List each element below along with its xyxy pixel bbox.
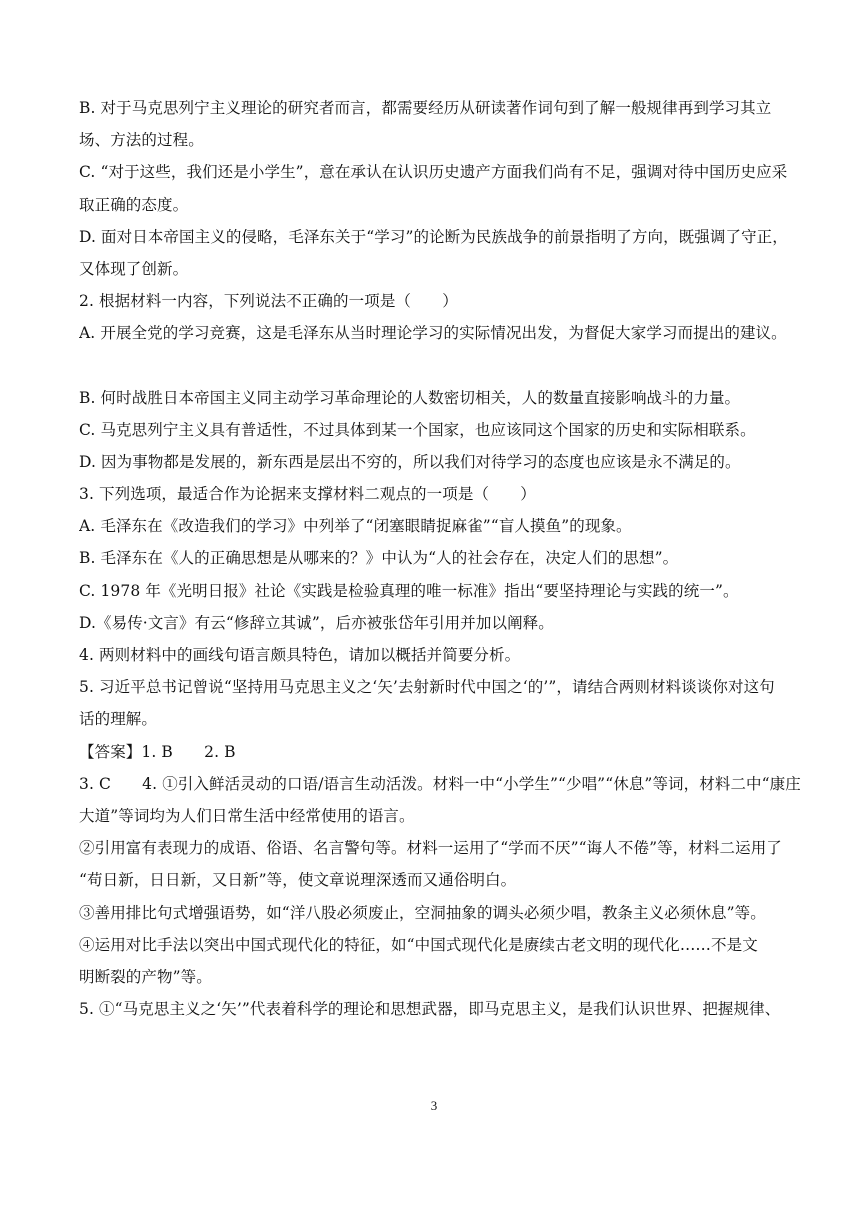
question-5-line-1: 5. 习近平总书记曾说“坚持用马克思主义之‘矢’去射新时代中国之‘的’”，请结合两则材料谈谈你对这句 <box>79 678 775 697</box>
page-number: 3 <box>430 1098 438 1113</box>
answer-4-line-1: 3. C 4. ①引入鲜活灵动的口语/语言生动活泼。材料一中“小学生”“少唱”“休息”等词，材料二中“康庄 <box>79 774 801 793</box>
option-c-line-2: 取正确的态度。 <box>79 195 189 214</box>
question-3-option-d: D.《易传·文言》有云“修辞立其诚”，后亦被张岱年引用并加以阐释。 <box>79 613 554 632</box>
option-b-line-2: 场、方法的过程。 <box>79 131 204 150</box>
answer-4-point-2-line-1: ②引用富有表现力的成语、俗语、名言警句等。材料一运用了“学而不厌”“诲人不倦”等，材料二运用了 <box>79 839 782 858</box>
option-b-line-1: B. 对于马克思列宁主义理论的研究者而言，都需要经历从研读著作词句到了解一般规律再到学习其立 <box>79 99 772 117</box>
answer-header: 【答案】1. B 2. B <box>79 742 236 761</box>
answer-4-point-4-line-2: 明断裂的产物”等。 <box>79 967 212 986</box>
answer-4-line-2: 大道”等词均为人们日常生活中经常使用的语言。 <box>79 806 415 825</box>
question-2-option-a: A. 开展全党的学习竞赛，这是毛泽东从当时理论学习的实际情况出发，为督促大家学习而提出的建议。 <box>79 324 787 343</box>
question-2: 2. 根据材料一内容，下列说法不正确的一项是（ ） <box>79 292 458 311</box>
answer-4-point-4-line-1: ④运用对比手法以突出中国式现代化的特征，如“中国式现代化是赓续古老文明的现代化……不是文 <box>79 935 758 954</box>
option-d-line-2: 又体现了创新。 <box>79 259 189 278</box>
answer-5-line-1: 5. ①“马克思主义之‘矢’”代表着科学的理论和思想武器，即马克思主义，是我们认识世界、把握规律、 <box>79 1000 781 1019</box>
question-4: 4. 两则材料中的画线句语言颇具特色，请加以概括并简要分析。 <box>79 646 521 664</box>
page-content <box>79 92 804 1025</box>
question-3-option-a: A. 毛泽东在《改造我们的学习》中列举了“闭塞眼睛捉麻雀”“盲人摸鱼”的现象。 <box>79 517 632 536</box>
question-3: 3. 下列选项，最适合作为论据来支撑材料二观点的一项是（ ） <box>79 485 536 504</box>
answer-4-point-2-line-2: “苟日新，日日新，又日新”等，使文章说理深透而又通俗明白。 <box>79 871 517 890</box>
blank-gap <box>79 350 804 382</box>
option-c-line-1: C. “对于这些，我们还是小学生”，意在承认在认识历史遗产方面我们尚有不足，强调对待中国历史应采 <box>79 163 788 182</box>
question-2-option-c: C. 马克思列宁主义具有普适性，不过具体到某一个国家，也应该同这个国家的历史和实际相联系。 <box>79 420 756 439</box>
question-3-option-c: C. 1978 年《光明日报》社论《实践是检验真理的唯一标准》指出“要坚持理论与实践的统一”。 <box>79 581 739 600</box>
question-5-line-2: 话的理解。 <box>79 710 158 729</box>
question-2-option-d: D. 因为事物都是发展的，新东西是层出不穷的，所以我们对待学习的态度也应该是永不满足的。 <box>79 452 741 471</box>
answer-4-point-3: ③善用排比句式增强语势，如“洋八股必须废止，空洞抽象的调头必须少唱，教条主义必须休息”等。 <box>79 903 766 922</box>
question-3-option-b: B. 毛泽东在《人的正确思想是从哪来的？》中认为“人的社会存在，决定人们的思想”。 <box>79 549 679 568</box>
option-d-line-1: D. 面对日本帝国主义的侵略，毛泽东关于“学习”的论断为民族战争的前景指明了方向，既强调了守正， <box>79 227 788 246</box>
question-2-option-b: B. 何时战胜日本帝国主义同主动学习革命理论的人数密切相关，人的数量直接影响战斗的力量。 <box>79 388 741 407</box>
